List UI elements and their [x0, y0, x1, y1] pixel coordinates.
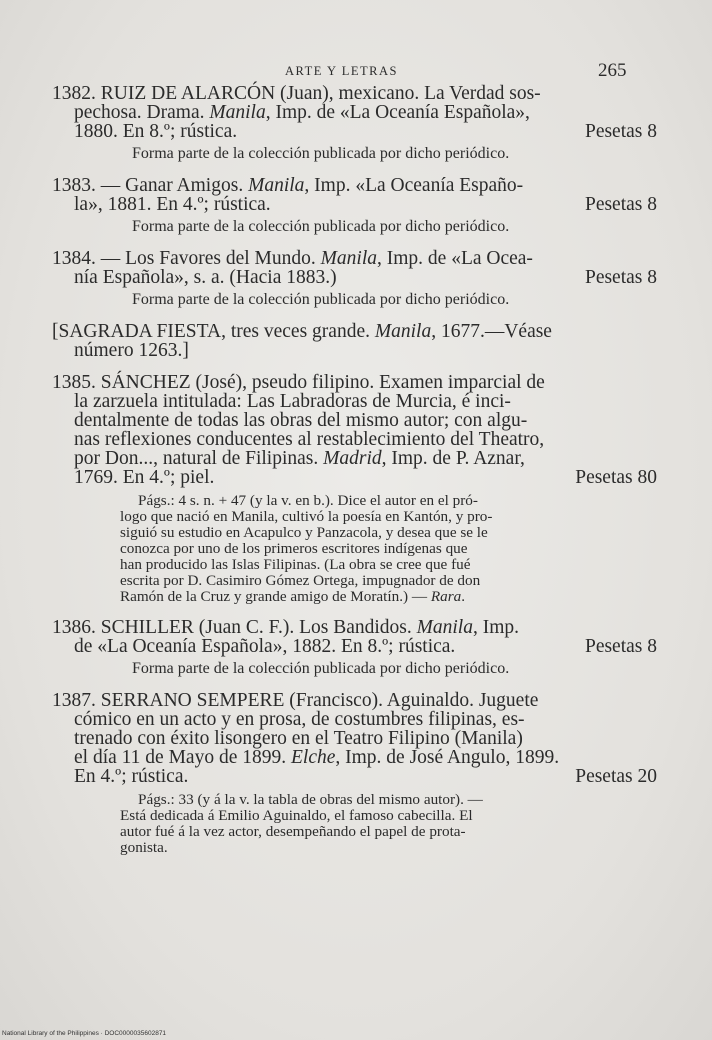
- place-name: Manila: [248, 175, 305, 196]
- note-line: conozca por uno de los primeros escritores indígenas que: [120, 540, 468, 557]
- note-line: Págs.: 33 (y á la v. la tabla de obras del mismo autor). —: [138, 791, 483, 808]
- price: Pesetas 8: [584, 636, 657, 657]
- price: Pesetas 20: [575, 766, 657, 787]
- entry-line: la zarzuela intitulada: Las Labradoras de Murcia, é inci-: [74, 391, 511, 412]
- entry-1384: [52, 249, 657, 309]
- entry-line: 1382. RUIZ DE ALARCÓN (Juan), mexicano. La Verdad sos-: [52, 83, 541, 104]
- entry-1382: [52, 84, 657, 163]
- note-line: gonista.: [120, 839, 168, 856]
- entry-line: nía Española», s. a. (Hacia 1883.) Pesetas 8: [74, 267, 657, 288]
- place-name: Manila: [416, 617, 473, 638]
- entry-line: cómico en un acto y en prosa, de costumbres filipinas, es-: [74, 709, 525, 730]
- running-head: ARTE Y LETRAS: [285, 64, 398, 78]
- note-line: han producido las Islas Filipinas. (La obra se cree que fué: [120, 556, 471, 573]
- entry-line: la», 1881. En 4.º; rústica. Pesetas 8: [74, 194, 657, 215]
- entry-line: 1880. En 8.º; rústica. Pesetas 8: [74, 121, 657, 142]
- page-header: [0, 62, 712, 84]
- entry-line: nas reflexiones conducentes al restablecimiento del Theatro,: [74, 429, 545, 450]
- price: Pesetas 8: [584, 121, 657, 142]
- note-line: Págs.: 4 s. n. + 47 (y la v. en b.). Dice el autor en el pró-: [138, 492, 478, 509]
- entry-line: número 1263.]: [74, 340, 189, 361]
- entry-note: Forma parte de la colección publicada por dicho periódico.: [132, 218, 510, 235]
- entry-line: 1385. SÁNCHEZ (José), pseudo filipino. Examen imparcial de: [52, 372, 545, 393]
- page-number: 265: [598, 60, 627, 81]
- entry-note: Forma parte de la colección publicada por dicho periódico.: [132, 660, 510, 677]
- entry-line: 1383. — Ganar Amigos. Manila, Imp. «La Oceanía Españo-: [52, 175, 524, 196]
- entry-1386: [52, 618, 657, 678]
- note-line: logo que nació en Manila, cultivó la poesía en Kantón, y pro-: [120, 508, 493, 525]
- entry-line: de «La Oceanía Española», 1882. En 8.º; rústica. Pesetas 8: [74, 636, 657, 657]
- library-watermark: National Library of the Philippines · DOC0000035602871: [2, 1030, 167, 1037]
- note-line: Ramón de la Cruz y grande amigo de Moratín.) — Rara.: [120, 588, 466, 605]
- place-name: Manila: [374, 321, 432, 342]
- entry-note: [52, 493, 657, 605]
- entry-line: por Don..., natural de Filipinas. Madrid, Imp. de P. Aznar,: [74, 448, 525, 469]
- entry-line: [SAGRADA FIESTA, tres veces grande. Manila, 1677.—Véase: [52, 321, 552, 342]
- note-line: escrita por D. Casimiro Gómez Ortega, impugnador de don: [120, 572, 481, 589]
- entry-note: Forma parte de la colección publicada por dicho periódico.: [132, 145, 510, 162]
- entry-line: 1387. SERRANO SEMPERE (Francisco). Aguinaldo. Juguete: [52, 690, 539, 711]
- note-line: autor fué á la vez actor, desempeñando el papel de prota-: [120, 823, 466, 840]
- entry-line: pechosa. Drama. Manila, Imp. de «La Oceanía Española»,: [74, 102, 530, 123]
- entry-line: el día 11 de Mayo de 1899. Elche, Imp. de José Angulo, 1899.: [74, 747, 560, 768]
- entry-line: 1384. — Los Favores del Mundo. Manila, Imp. de «La Ocea-: [52, 248, 533, 269]
- entry-line: En 4.º; rústica. Pesetas 20: [74, 766, 657, 787]
- place-name: Manila: [320, 248, 377, 269]
- entry-line: dentalmente de todas las obras del mismo autor; con algu-: [74, 410, 528, 431]
- place-name: Madrid: [323, 448, 382, 469]
- note-line: siguió su estudio en Acapulco y Panzacola, y desea que se le: [120, 524, 488, 541]
- cross-reference: [52, 322, 657, 360]
- entry-line: trenado con éxito lisongero en el Teatro Filipino (Manila): [74, 728, 523, 749]
- entry-line: 1386. SCHILLER (Juan C. F.). Los Bandidos. Manila, Imp.: [52, 617, 519, 638]
- price: Pesetas 8: [584, 194, 657, 215]
- entry-note: Forma parte de la colección publicada por dicho periódico.: [132, 291, 510, 308]
- entry-line: 1769. En 4.º; piel. Pesetas 80: [74, 467, 657, 488]
- place-name: Manila: [209, 102, 266, 123]
- entry-1385: [52, 373, 657, 605]
- price: Pesetas 80: [575, 467, 657, 488]
- entry-note: [52, 792, 657, 856]
- price: Pesetas 8: [584, 267, 657, 288]
- page-body: [52, 84, 657, 856]
- place-name: Elche: [290, 747, 336, 768]
- note-line: Está dedicada á Emilio Aguinaldo, el famoso cabecilla. El: [120, 807, 473, 824]
- entry-1383: [52, 176, 657, 236]
- entry-1387: [52, 691, 657, 856]
